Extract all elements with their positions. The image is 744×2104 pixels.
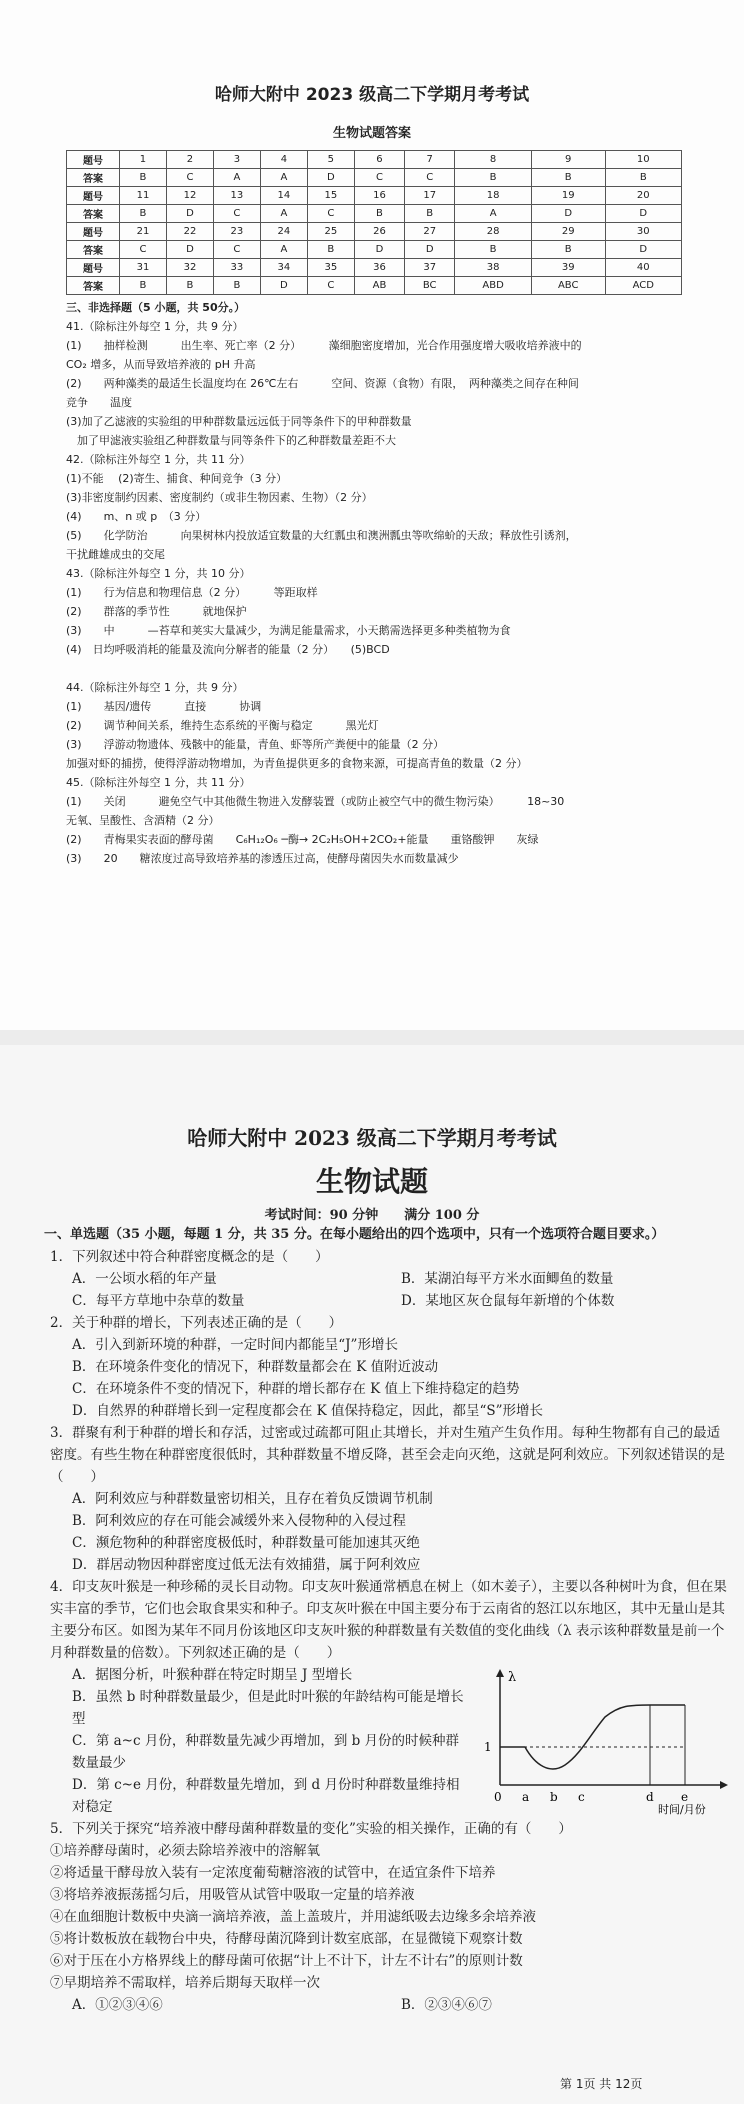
row-label: 答案	[67, 277, 120, 295]
q5-item-3: ③将培养液振荡摇匀后，用吸管从试管中吸取一定量的培养液	[50, 1887, 415, 1903]
answer-line: (3) 中 —苔草和荚实大量减少，为满足能量需求，小天鹅需选择更多种类植物为食	[66, 624, 511, 637]
table-cell: B	[213, 277, 260, 295]
answer-line: (1) 关闭 避免空气中其他微生物进入发酵装置（或防止被空气中的微生物污染） 18~30	[66, 795, 565, 808]
table-cell: B	[120, 277, 167, 295]
table-cell: B	[120, 205, 167, 223]
option-c: C．每平方草地中杂草的数量	[72, 1293, 245, 1309]
table-cell: 32	[166, 259, 213, 277]
table-cell: 8	[455, 151, 532, 169]
q2-option-c: C．在环境条件不变的情况下，种群的增长都存在 K 值上下维持稳定的趋势	[72, 1381, 520, 1397]
lambda-curve-graph	[480, 1665, 730, 1815]
section-title: 三、非选择题（5 小题，共 50分。）	[66, 301, 246, 314]
table-cell: B	[455, 169, 532, 187]
question-1-options-row2	[50, 1290, 730, 1312]
table-cell: A	[260, 205, 307, 223]
table-cell: C	[405, 169, 455, 187]
table-cell: D	[531, 205, 605, 223]
table-cell: D	[307, 169, 354, 187]
exam-time-line: 考试时间：90 分钟 满分 100 分	[264, 1208, 480, 1223]
table-cell: BC	[405, 277, 455, 295]
answer-line: (3)加了乙滤液的实验组的甲种群数量远远低于同等条件下的甲种群数量	[66, 415, 412, 428]
answer-line: 43.（除标注外每空 1 分，共 10 分）	[66, 567, 251, 580]
table-cell: D	[405, 241, 455, 259]
table-cell: 22	[166, 223, 213, 241]
question-2-stem: 2．关于种群的增长，下列表述正确的是（ ）	[50, 1315, 343, 1331]
table-cell: D	[166, 205, 213, 223]
answer-table-row	[67, 205, 682, 223]
answer-line: (1)不能 (2)寄生、捕食、种间竞争（3 分）	[66, 472, 288, 485]
table-cell: 27	[405, 223, 455, 241]
answer-table-row	[67, 277, 682, 295]
q2-option-b: B．在环境条件变化的情况下，种群数量都会在 K 值附近波动	[72, 1359, 439, 1375]
question-5-stem: 5．下列关于探究“培养液中酵母菌种群数量的变化”实验的相关操作，正确的有（ ）	[50, 1821, 572, 1837]
table-cell: 15	[307, 187, 354, 205]
row-label: 题号	[67, 151, 120, 169]
question-4-stem: 4．印支灰叶猴是一种珍稀的灵长目动物。印支灰叶猴通常栖息在树上（如木姜子），主要以各种树叶为食，但在果实丰富的季节，它们也会取食果实和种子。印支灰叶猴在中国主要分布于云南省的怒江以东地区，其中无量山是其主要分布区。如图为某年不同月份该地区印支灰叶猴的种群数量有关数值的变化曲线（λ 表示该种群数量是前一个月种群数量的倍数）。下列叙述正确的是（ ）	[50, 1579, 727, 1661]
table-cell: A	[260, 169, 307, 187]
answer-line: (1) 行为信息和物理信息（2 分） 等距取样	[66, 586, 318, 599]
q3-option-b: B．阿利效应的存在可能会减缓外来入侵物种的入侵过程	[72, 1513, 406, 1529]
exam-subject-title: 生物试题	[315, 1165, 428, 1198]
table-cell: 7	[405, 151, 455, 169]
table-cell: 24	[260, 223, 307, 241]
tick-a: a	[522, 1790, 530, 1804]
question-1-options-row1	[50, 1268, 730, 1290]
table-cell: 30	[605, 223, 682, 241]
question-1	[50, 1246, 730, 2016]
table-cell: B	[531, 241, 605, 259]
answer-line: (3)非密度制约因素、密度制约（或非生物因素、生物）（2 分）	[66, 491, 373, 504]
page-footer: 第 1页 共 12页	[560, 2077, 643, 2091]
answer-line: 45.（除标注外每空 1 分，共 11 分）	[66, 776, 251, 789]
option-b: B．某湖泊每平方米水面鲫鱼的数量	[401, 1271, 614, 1287]
answer-table-row	[67, 241, 682, 259]
answer-table-row	[67, 169, 682, 187]
table-cell: C	[166, 169, 213, 187]
answer-line: (2) 两种藻类的最适生长温度均在 26℃左右 空间、资源（食物）有限， 两种藻类之间存在种间	[66, 377, 579, 390]
answer-table-row	[67, 151, 682, 169]
answer-line: (3) 浮游动物遗体、残骸中的能量，青鱼、虾等所产粪便中的能量（2 分）	[66, 738, 445, 751]
table-cell: D	[166, 241, 213, 259]
answer-line: 竞争 温度	[66, 396, 132, 409]
table-cell: B	[605, 169, 682, 187]
x-axis-arrow	[720, 1781, 728, 1789]
table-cell: 13	[213, 187, 260, 205]
answer-table-row	[67, 259, 682, 277]
table-cell: B	[455, 241, 532, 259]
q3-option-d: D．群居动物因种群密度过低无法有效捕猎，属于阿利效应	[72, 1557, 421, 1573]
answer-line: (5) 化学防治 向果树林内投放适宜数量的大红瓢虫和澳洲瓢虫等吹绵蚧的天敌；释放性引诱剂，	[66, 529, 577, 542]
table-cell: 25	[307, 223, 354, 241]
table-cell: B	[307, 241, 354, 259]
q5-item-4: ④在血细胞计数板中央滴一滴培养液，盖上盖玻片，并用滤纸吸去边缘多余培养液	[50, 1909, 536, 1925]
tick-0: 0	[494, 1790, 502, 1804]
table-cell: C	[120, 241, 167, 259]
q5-options	[50, 1994, 730, 2016]
table-cell: 17	[405, 187, 455, 205]
q4-option-c: C．第 a~c 月份，种群数量先减少再增加，到 b 月份的时候种群数量最少	[72, 1733, 460, 1771]
q5-item-1: ①培养酵母菌时，必须去除培养液中的溶解氧	[50, 1843, 320, 1859]
q4-option-a: A．据图分析，叶猴种群在特定时期呈 J 型增长	[72, 1667, 353, 1683]
q5-item-2: ②将适量干酵母放入装有一定浓度葡萄糖溶液的试管中，在适宜条件下培养	[50, 1865, 496, 1881]
row-label: 题号	[67, 187, 120, 205]
answer-line: (1) 基因/遗传 直接 协调	[66, 700, 262, 713]
table-cell: 35	[307, 259, 354, 277]
answer-line: (3) 20 糖浓度过高导致培养基的渗透压过高，使酵母菌因失水而数量减少	[66, 852, 459, 865]
table-cell: 34	[260, 259, 307, 277]
answer-line: (2) 调节种间关系，维持生态系统的平衡与稳定 黑光灯	[66, 719, 379, 732]
table-cell: C	[213, 205, 260, 223]
tick-d: d	[646, 1790, 654, 1804]
q5-option-a: A．①②③④⑥	[72, 1997, 163, 2013]
question-3-stem: 3．群聚有利于种群的增长和存活，过密或过疏都可阻止其增长，并对生殖产生负作用。每种生物都有自己的最适密度。有些生物在种群密度很低时，其种群数量不增反降，甚至会走向灭绝，这就是阿利效应。下列叙述错误的是（ ）	[50, 1425, 725, 1485]
tick-b: b	[550, 1790, 558, 1804]
table-cell: B	[120, 169, 167, 187]
answer-page-subtitle: 生物试题答案	[332, 126, 411, 141]
row-label: 答案	[67, 241, 120, 259]
table-cell: 31	[120, 259, 167, 277]
table-cell: 12	[166, 187, 213, 205]
table-cell: 6	[354, 151, 404, 169]
table-cell: 37	[405, 259, 455, 277]
table-cell: 39	[531, 259, 605, 277]
table-cell: 26	[354, 223, 404, 241]
nonchoice-answers	[66, 298, 686, 868]
table-cell: A	[260, 241, 307, 259]
table-cell: D	[260, 277, 307, 295]
table-cell: B	[405, 205, 455, 223]
x-axis-label: 时间/月份	[658, 1803, 706, 1815]
lambda-curve	[500, 1705, 685, 1769]
answer-line: (4) 日均呼吸消耗的能量及流向分解者的能量（2 分） (5)BCD	[66, 643, 390, 656]
answer-line: 无氧、呈酸性、含酒精（2 分）	[66, 814, 220, 827]
table-cell: A	[455, 205, 532, 223]
table-cell: 5	[307, 151, 354, 169]
answer-line: (4) m、n 或 p （3 分）	[66, 510, 207, 523]
row-label: 题号	[67, 223, 120, 241]
table-cell: B	[166, 277, 213, 295]
q5-option-b: B．②③④⑥⑦	[401, 1997, 492, 2013]
table-cell: C	[307, 205, 354, 223]
table-cell: D	[354, 241, 404, 259]
y-axis-label: λ	[508, 1670, 517, 1685]
answer-line: (1) 抽样检测 出生率、死亡率（2 分） 藻细胞密度增加，光合作用强度增大吸收培养液中的	[66, 339, 582, 352]
answer-table-row	[67, 187, 682, 205]
q5-item-7: ⑦早期培养不需取样，培养后期每天取样一次	[50, 1975, 320, 1991]
answer-line: 44.（除标注外每空 1 分，共 9 分）	[66, 681, 244, 694]
table-cell: ACD	[605, 277, 682, 295]
section-one-title: 一、单选题（35 小题，每题 1 分，共 35 分。在每小题给出的四个选项中，只有一个选项符合题目要求。）	[44, 1227, 665, 1242]
exam-school-title: 哈师大附中 2023 级高二下学期月考考试	[187, 1126, 557, 1150]
q4-options	[50, 1664, 470, 1818]
table-cell: 23	[213, 223, 260, 241]
table-cell: AB	[354, 277, 404, 295]
q4-option-d: D．第 c~e 月份，种群数量先增加，到 d 月份时种群数量维持相对稳定	[72, 1777, 460, 1815]
answer-line: 干扰雌雄成虫的交尾	[66, 548, 165, 561]
table-cell: C	[354, 169, 404, 187]
tick-e: e	[681, 1790, 689, 1804]
table-cell: 21	[120, 223, 167, 241]
q5-item-5: ⑤将计数板放在载物台中央，待酵母菌沉降到计数室底部，在显微镜下观察计数	[50, 1931, 523, 1947]
option-a: A．一公顷水稻的年产量	[72, 1271, 217, 1287]
answer-table-row	[67, 223, 682, 241]
tick-c: c	[578, 1790, 585, 1804]
answer-line: CO₂ 增多，从而导致培养液的 pH 升高	[66, 358, 256, 371]
table-cell: ABD	[455, 277, 532, 295]
table-cell: C	[307, 277, 354, 295]
table-cell: 18	[455, 187, 532, 205]
answer-line: (2) 青梅果实表面的酵母菌 C₆H₁₂O₆ ─酶→ 2C₂H₅OH+2CO₂+能量 重铬酸钾 灰绿	[66, 833, 539, 846]
table-cell: ABC	[531, 277, 605, 295]
answer-page-title: 哈师大附中 2023 级高二下学期月考考试	[214, 85, 530, 105]
table-cell: 40	[605, 259, 682, 277]
y-tick-1: 1	[484, 1740, 492, 1754]
table-cell: 38	[455, 259, 532, 277]
table-cell: D	[605, 241, 682, 259]
table-cell: 20	[605, 187, 682, 205]
q2-option-a: A．引入到新环境的种群，一定时间内都能呈“J”形增长	[72, 1337, 398, 1353]
answer-line: 加了甲滤液实验组乙种群数量与同等条件下的乙种群数量差距不大	[66, 434, 396, 447]
table-cell: 2	[166, 151, 213, 169]
q2-option-d: D．自然界的种群增长到一定程度都会在 K 值保持稳定，因此，都呈“S”形增长	[72, 1403, 544, 1419]
row-label: 答案	[67, 169, 120, 187]
answer-line: 加强对虾的捕捞，使得浮游动物增加，为青鱼提供更多的食物来源，可提高青鱼的数量（2 分）	[66, 757, 528, 770]
table-cell: A	[213, 169, 260, 187]
answer-line: 41.（除标注外每空 1 分，共 9 分）	[66, 320, 244, 333]
q3-option-c: C．濒危物种的种群密度极低时，种群数量可能加速其灭绝	[72, 1535, 420, 1551]
y-axis-arrow	[496, 1669, 504, 1677]
answer-line	[66, 659, 686, 678]
table-cell: B	[354, 205, 404, 223]
q4-option-b: B．虽然 b 时种群数量最少，但是此时叶猴的年龄结构可能是增长型	[72, 1689, 464, 1727]
q5-item-6: ⑥对于压在小方格界线上的酵母菌可依据“计上不计下，计左不计右”的原则计数	[50, 1953, 523, 1969]
table-cell: 33	[213, 259, 260, 277]
table-cell: 4	[260, 151, 307, 169]
table-cell: 11	[120, 187, 167, 205]
table-cell: 10	[605, 151, 682, 169]
table-cell: 29	[531, 223, 605, 241]
table-cell: 9	[531, 151, 605, 169]
table-cell: D	[605, 205, 682, 223]
answer-table	[66, 150, 682, 295]
table-cell: 1	[120, 151, 167, 169]
table-cell: 28	[455, 223, 532, 241]
q3-option-a: A．阿利效应与种群数量密切相关，且存在着负反馈调节机制	[72, 1491, 433, 1507]
table-cell: C	[213, 241, 260, 259]
table-cell: 19	[531, 187, 605, 205]
row-label: 题号	[67, 259, 120, 277]
row-label: 答案	[67, 205, 120, 223]
table-cell: 36	[354, 259, 404, 277]
table-cell: 3	[213, 151, 260, 169]
question-1-stem: 1．下列叙述中符合种群密度概念的是（ ）	[50, 1249, 329, 1265]
section-one-header	[44, 1224, 724, 1246]
answer-line: (2) 群落的季节性 就地保护	[66, 605, 247, 618]
table-cell: 14	[260, 187, 307, 205]
option-d: D．某地区灰仓鼠每年新增的个体数	[401, 1293, 615, 1309]
table-cell: B	[531, 169, 605, 187]
answer-line: 42.（除标注外每空 1 分，共 11 分）	[66, 453, 251, 466]
table-cell: 16	[354, 187, 404, 205]
